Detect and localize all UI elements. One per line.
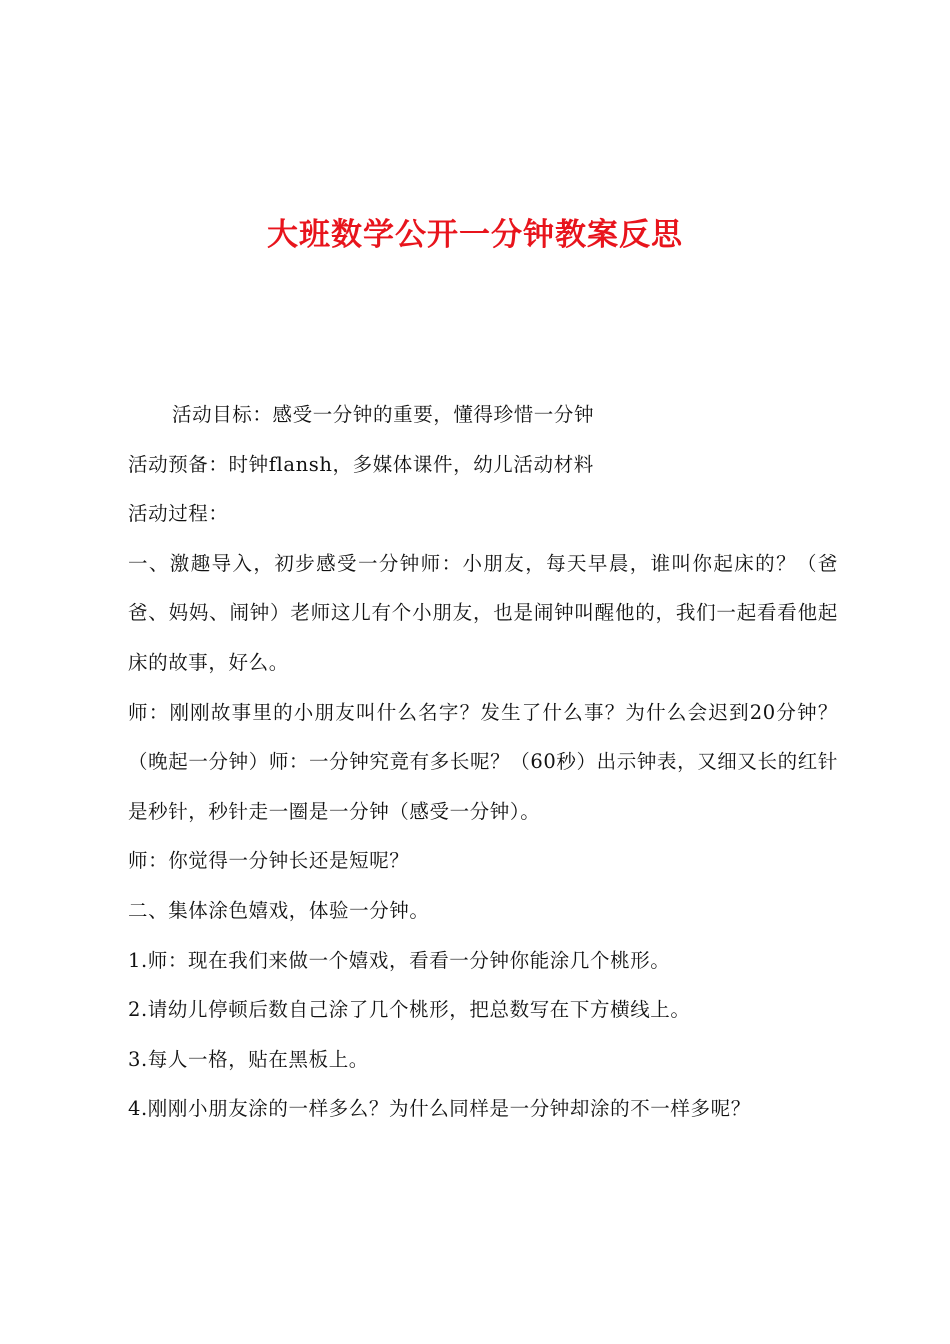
paragraph-teacher-question-length: 师：你觉得一分钟长还是短呢？	[128, 849, 410, 873]
document-title: 大班数学公开一分钟教案反思	[267, 217, 683, 253]
paragraph-activity-preparation: 活动预备：时钟flansh，多媒体课件，幼儿活动材料	[128, 452, 594, 476]
paragraph-step-1: 1.师：现在我们来做一个嬉戏，看看一分钟你能涂几个桃形。	[128, 948, 671, 972]
paragraph-section-two: 二、集体涂色嬉戏，体验一分钟。	[128, 898, 430, 922]
paragraph-section-one: 一、激趣导入，初步感受一分钟师：小朋友，每天早晨，谁叫你起床的？（爸爸、妈妈、闹钟）老师这儿有个小朋友，也是闹钟叫醒他的，我们一起看看他起床的故事，好么。	[128, 551, 838, 674]
paragraph-activity-goal: 活动目标：感受一分钟的重要，懂得珍惜一分钟	[172, 403, 595, 426]
paragraph-step-2: 2.请幼儿停顿后数自己涂了几个桃形，把总数写在下方横线上。	[128, 998, 691, 1022]
paragraph-step-3: 3.每人一格，贴在黑板上。	[128, 1047, 369, 1071]
paragraph-teacher-question-story: 师：刚刚故事里的小朋友叫什么名字？发生了什么事？为什么会迟到20分钟？（晚起一分钟）师：一分钟究竟有多长呢？（60秒）出示钟表，又细又长的红针是秒针，秒针走一圈是一分钟（感受一分钟）。	[128, 700, 838, 823]
paragraph-step-4: 4.刚刚小朋友涂的一样多么？为什么同样是一分钟却涂的不一样多呢？	[128, 1097, 751, 1121]
document-body	[128, 390, 838, 1134]
paragraph-activity-process-heading: 活动过程：	[128, 502, 229, 526]
